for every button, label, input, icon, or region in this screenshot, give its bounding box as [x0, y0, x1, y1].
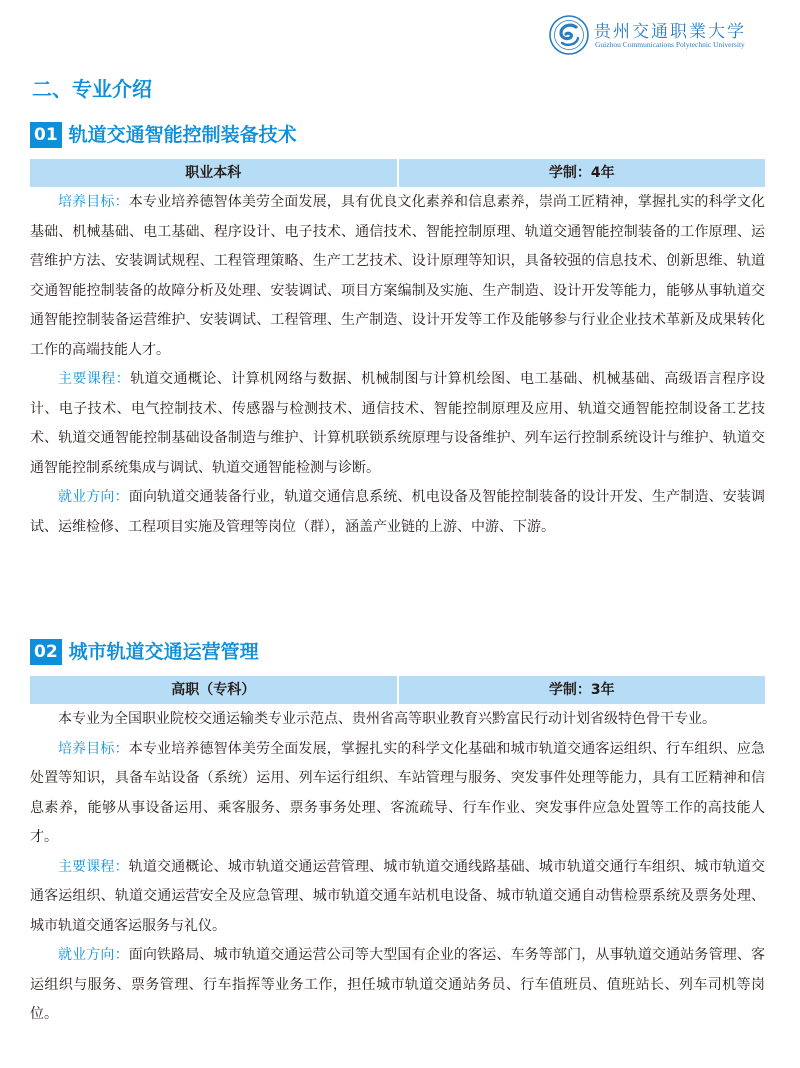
major-info-bar [30, 159, 765, 187]
employment-paragraph [30, 483, 765, 542]
study-duration: 学制：4年 [397, 159, 766, 187]
training-goal-paragraph [30, 735, 765, 853]
employment-text: 面向轨道交通装备行业，轨道交通信息系统、机电设备及智能控制装备的设计开发、生产制造、安装调试、运维检修、工程项目实施及管理等岗位（群），涵盖产业链的上游、中游、下游。 [30, 489, 766, 535]
intro-paragraph: 本专业为全国职业院校交通运输类专业示范点、贵州省高等职业教育兴黔富民行动计划省级特色骨干专业。 [58, 711, 716, 727]
major-section-01 [30, 121, 765, 542]
courses-paragraph [30, 853, 765, 942]
logo-chinese-name: 贵州交通职業大学 [594, 22, 746, 42]
courses-text: 轨道交通概论、计算机网络与数据、机械制图与计算机绘图、电工基础、机械基础、高级语言程序设计、电子技术、电气控制技术、传感器与检测技术、通信技术、智能控制原理及应用、轨道交通智能控制设备工艺技术、轨道交通智能控制基础设备制造与维护、计算机联锁系统原理与设备维护、列车运行控制系统设计与维护、轨道交通智能控制系统集成与调试、轨道交通智能检测与诊断。 [30, 371, 765, 476]
employment-label: 就业方向： [58, 947, 129, 963]
training-goal-paragraph [30, 188, 765, 365]
major-number-badge: 01 [30, 122, 62, 148]
major-description [30, 188, 765, 542]
training-goal-label: 培养目标： [58, 194, 129, 210]
major-number-badge: 02 [30, 639, 62, 665]
employment-paragraph [30, 941, 765, 1030]
section-title: 二、专业介绍 [32, 77, 152, 101]
education-level: 高职（专科） [171, 682, 256, 698]
employment-text: 面向铁路局、城市轨道交通运营公司等大型国有企业的客运、车务等部门，从事轨道交通站务管理、客运组织与服务、票务管理、行车指挥等业务工作，担任城市轨道交通站务员、行车值班员、值班站长、列车司机等岗位。 [30, 947, 766, 1022]
training-goal-label: 培养目标： [58, 740, 129, 757]
major-heading [30, 121, 765, 149]
major-title: 轨道交通智能控制装备技术 [68, 124, 297, 146]
courses-label: 主要课程： [58, 858, 129, 875]
employment-label: 就业方向： [58, 489, 129, 505]
major-title: 城市轨道交通运营管理 [68, 641, 259, 663]
university-emblem-icon [548, 14, 590, 56]
courses-label: 主要课程： [58, 371, 131, 387]
education-level: 职业本科 [185, 165, 242, 181]
major-description [30, 705, 765, 1030]
university-logo [548, 14, 770, 56]
major-heading [30, 638, 765, 666]
training-goal-text: 本专业培养德智体美劳全面发展，掌握扎实的科学文化基础和城市轨道交通客运组织、行车组织、应急处置等知识，具备车站设备（系统）运用、列车运行组织、车站管理与服务、突发事件处理等能力，具有工匠精神和信息素养，能够从事设备运用、乘客服务、票务事务处理、客流疏导、行车作业、突发事件应急处置等工作的高技能人才。 [30, 740, 766, 845]
major-section-02 [30, 638, 765, 1030]
study-duration: 学制：3年 [397, 676, 766, 704]
courses-paragraph [30, 365, 765, 483]
major-info-bar [30, 676, 765, 704]
training-goal-text: 本专业培养德智体美劳全面发展，具有优良文化素养和信息素养，崇尚工匠精神，掌握扎实的科学文化基础、机械基础、电工基础、程序设计、电子技术、通信技术、智能控制原理、轨道交通智能控制装备的工作原理、运营维护方法、安装调试规程、工程管理策略、生产工艺技术、设计原理等知识，具备较强的信息技术、创新思维、轨道交通智能控制装备的故障分析及处理、安装调试、项目方案编制及实施、生产制造、设计开发等能力，能够从事轨道交通智能控制装备运营维护、安装调试、工程管理、生产制造、设计开发等工作及能够参与行业企业技术革新及成果转化工作的高端技能人才。 [30, 194, 766, 358]
courses-text: 轨道交通概论、城市轨道交通运营管理、城市轨道交通线路基础、城市轨道交通行车组织、城市轨道交通客运组织、轨道交通运营安全及应急管理、城市轨道交通车站机电设备、城市轨道交通自动售检票系统及票务处理、城市轨道交通客运服务与礼仪。 [30, 858, 766, 934]
logo-english-name: Guizhou Communications Polytechnic University [595, 40, 745, 49]
